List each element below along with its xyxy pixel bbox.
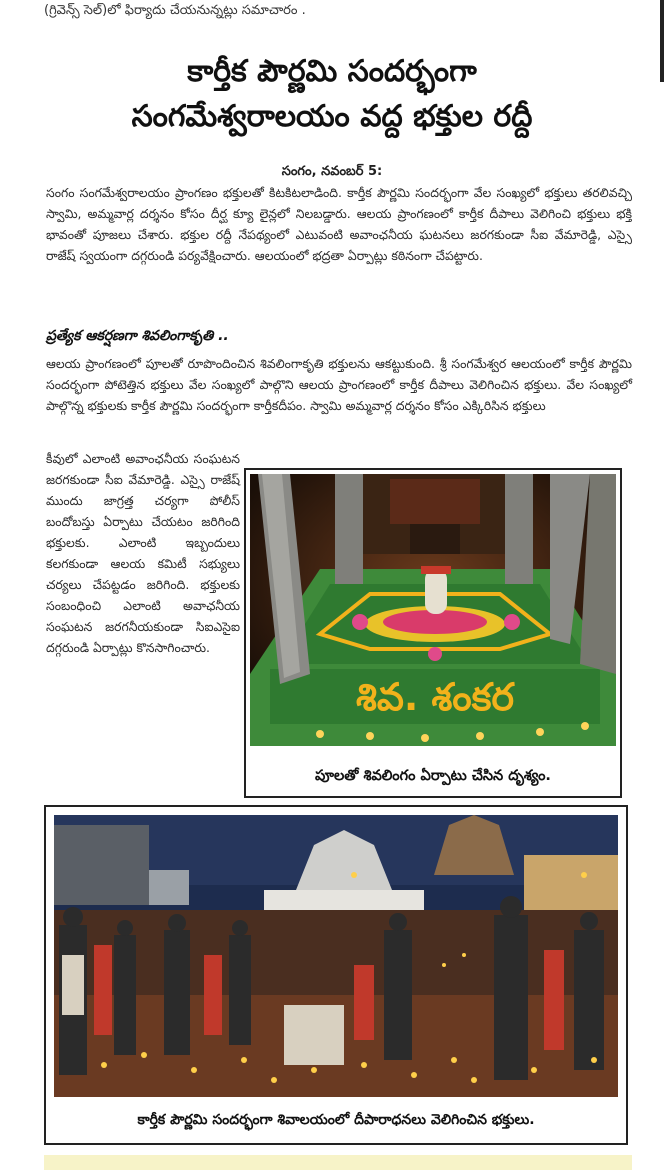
dateline: సంగం, నవంబర్ 5: — [281, 164, 383, 179]
devotees-photo-frame — [44, 805, 628, 1145]
next-article-band — [44, 1155, 632, 1170]
photo-1-caption: పూలతో శివలింగం ఏర్పాటు చేసిన దృశ్యం. — [315, 768, 551, 784]
paragraph-2: ఆలయ ప్రాంగణంలో పూలతో రూపొందించిన శివలింగాకృతి భక్తులను ఆకట్టుకుంది. శ్రీ సంగమేశ్వర ఆలయంలో కార్తీక పౌర్ణమి సందర్భంగా పోటెత్తిన భక్తులు వేల సంఖ్యలో పాల్గొని ఆలయ ప్రాంగణంలో కార్తీక దీపాలు వెలిగించిన భక్తులు. వేల సంఖ్యలో పాల్గొన్న భక్తులకు కార్తీక పౌర్ణమి సందర్భంగా కార్తీకదీపం. స్వామి అమ్మవార్ల దర్శనం కోసం ఎక్కిరిసిన భక్తులు — [46, 356, 632, 413]
subheading: ప్రత్యేక ఆకర్షణగా శివలింగాకృతి .. — [46, 328, 229, 344]
headline-line-2: సంగమేశ్వరాలయం వద్ద భక్తుల రద్దీ — [131, 99, 533, 134]
photo-2-caption: కార్తీక పౌర్ణమి సందర్భంగా శివాలయంలో దీపారాధనలు వెలిగించిన భక్తులు. — [137, 1112, 535, 1128]
column-divider — [660, 0, 664, 82]
devotees-lamps-photo — [54, 815, 618, 1097]
shivalinga-flower-photo — [250, 474, 616, 746]
shivalinga-photo-frame — [244, 468, 622, 798]
paragraph-1: సంగం సంగమేశ్వరాలయం ప్రాంగణం భక్తులతో కిటకిటలాడింది. కార్తీక పౌర్ణమి సందర్భంగా వేల సంఖ్యలో భక్తులు తరలివచ్చి స్వామి, అమ్మవార్ల దర్శనం కోసం దీర్ఘ క్యూ లైన్లలో నిలబడ్డారు. ఆలయ ప్రాంగణంలో కార్తీక దీపాలు వెలిగించి భక్తులు భక్తి భావంతో పూజలు చేశారు. భక్తుల రద్దీ నేపథ్యంలో ఎటువంటి అవాంఛనీయ ఘటనలు జరగకుండా సీఐ వేమారెడ్డి, ఎస్సై రాజేష్ స్వయంగా దగ్గరుండి పర్యవేక్షించారు. ఆలయంలో భద్రతా ఏర్పాట్లు కఠినంగా చేపట్టారు. — [46, 185, 632, 263]
previous-article-tail: (గ్రివెన్స్ సెల్)లో ఫిర్యాదు చేయనున్నట్లు సమాచారం . — [44, 3, 306, 18]
headline-line-1: కార్తీక పౌర్ణమి సందర్భంగా — [187, 54, 477, 89]
rangoli-text: శివ. శంకర — [355, 675, 515, 719]
paragraph-3: కీవులో ఎలాంటి అవాంఛనీయ సంఘటన జరగకుండా సీఐ వేమారెడ్డి. ఎస్సై రాజేష్ ముందు జాగ్రత్త చర్యగా పోలీస్ బందోబస్తు ఏర్పాటు చేయటం జరిగింది భక్తులకు. ఎలాంటి ఇబ్బందులు కలగకుండా ఆలయ కమిటీ సభ్యులు చర్యలు చేపట్టడం జరిగింది. భక్తులకు సంబంధించి ఎలాంటి అవాఛనీయ సంఘటన జరగనీయకుండా సిఐఎసైఐ దగ్గరుండి ఏర్పాట్లు కొనసాగించారు. — [46, 451, 240, 655]
